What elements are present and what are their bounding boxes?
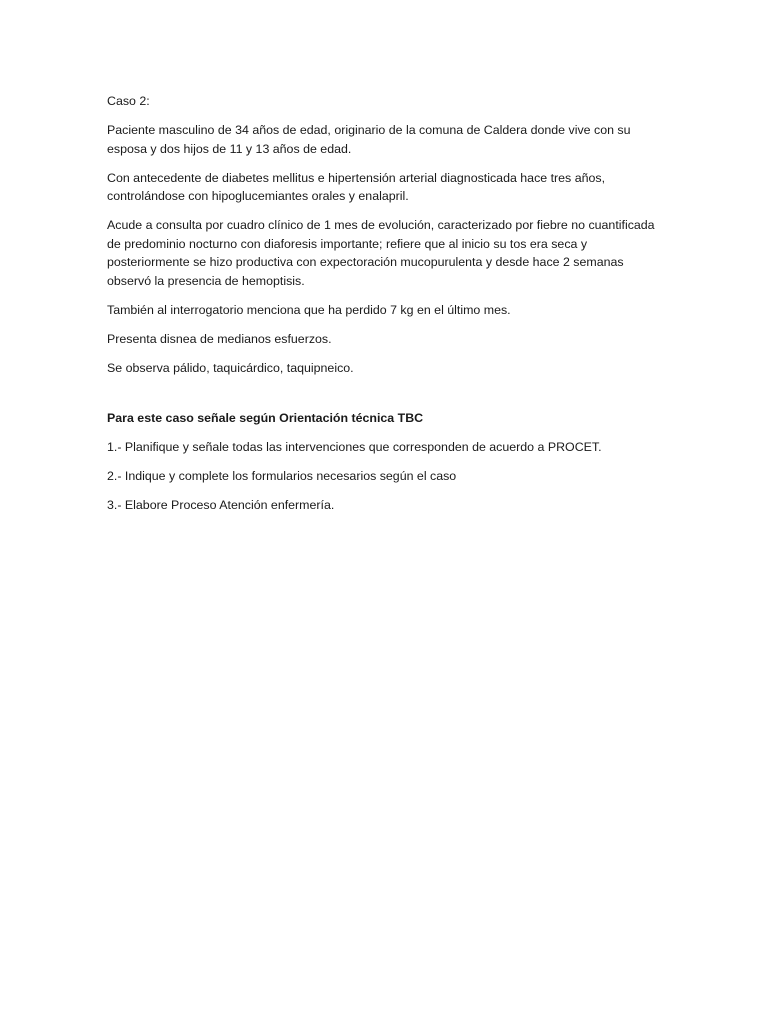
medical-history-paragraph: Con antecedente de diabetes mellitus e hipertensión arterial diagnosticada hace tres años, controlándose con hipoglucemiantes orales y enalapril. bbox=[107, 170, 606, 204]
patient-description-paragraph: Paciente masculino de 34 años de edad, originario de la comuna de Caldera donde vive con su esposa y dos hijos de 11 y 13 años de edad. bbox=[107, 122, 631, 156]
section-spacer bbox=[107, 388, 667, 409]
physical-exam-paragraph: Se observa pálido, taquicárdico, taquipneico. bbox=[107, 360, 354, 375]
task-item-1: 1.- Planifique y señale todas las intervenciones que corresponden de acuerdo a PROCET. bbox=[107, 439, 602, 454]
task-item-2: 2.- Indique y complete los formularios necesarios según el caso bbox=[107, 468, 457, 483]
task-item-3: 3.- Elabore Proceso Atención enfermería. bbox=[107, 497, 335, 512]
dyspnea-paragraph: Presenta disnea de medianos esfuerzos. bbox=[107, 331, 332, 346]
weight-loss-paragraph: También al interrogatorio menciona que ha perdido 7 kg en el último mes. bbox=[107, 302, 511, 317]
clinical-presentation-paragraph: Acude a consulta por cuadro clínico de 1 mes de evolución, caracterizado por fiebre no cuantificada de predominio nocturno con diaforesis importante; refiere que al inicio su tos era seca y posteriormente se hizo productiva con expectoración mucopurulenta y desde hace 2 semanas observó la presencia de hemoptisis. bbox=[107, 218, 655, 288]
instructions-heading: Para este caso señale según Orientación técnica TBC bbox=[107, 410, 424, 425]
document-page bbox=[107, 92, 667, 525]
case-title: Caso 2: bbox=[107, 94, 150, 108]
